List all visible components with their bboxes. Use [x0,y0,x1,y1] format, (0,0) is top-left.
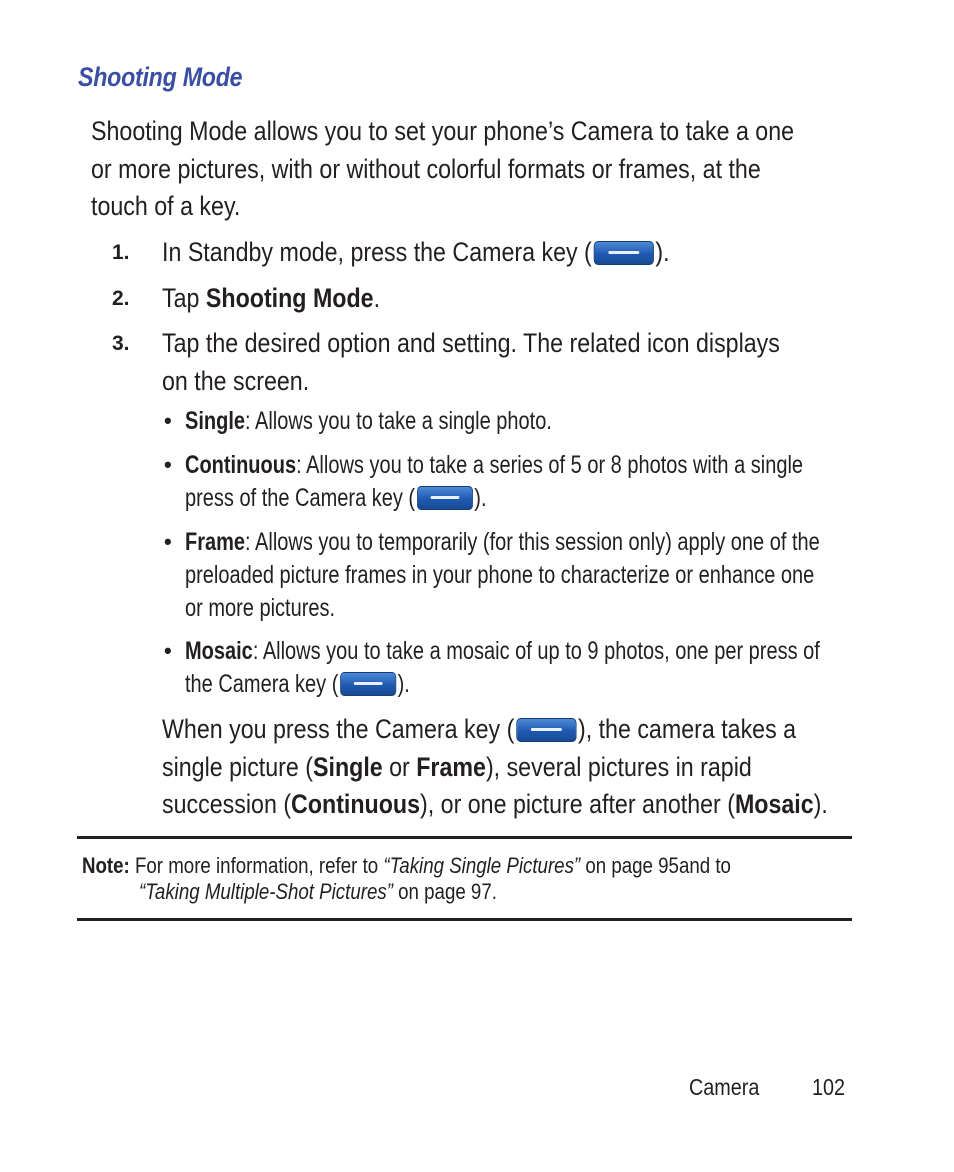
step-3-number: 3. [112,332,130,355]
summary-line-3: succession (Continuous), or one picture after another (Mosaic). [162,789,828,819]
step-1-number: 1. [112,241,130,264]
bullet-mosaic-line-2: the Camera key ( ). [185,670,410,698]
intro-line-3: touch of a key. [91,191,241,221]
section-heading-text: Shooting Mode [78,62,243,92]
bullet-single: Single: Allows you to take a single photo. [185,407,552,435]
intro-line-2: or more pictures, with or without colorful formats or frames, at the [91,154,761,184]
note-ref-single: “Taking Single Pictures” [383,853,581,878]
camera-key-icon [340,672,396,696]
step-1-text: In Standby mode, press the Camera key ( ). [162,237,670,267]
bullet-frame-line-1: Frame: Allows you to temporarily (for this session only) apply one of the [185,528,820,556]
summary-line-1: When you press the Camera key ( ), the camera takes a [162,714,797,744]
step-3-line-1: Tap the desired option and setting. The related icon displays [162,328,780,358]
bullet-dot: • [164,452,172,477]
bullet-continuous-line-2: press of the Camera key ( ). [185,484,487,512]
note-line-1: Note: For more information, refer to “Taking Single Pictures” on page 95and to [82,853,731,878]
bullet-dot: • [164,529,172,554]
note-line-2: “Taking Multiple-Shot Pictures” on page 97. [139,879,497,904]
note-bottom-rule [77,918,852,921]
bullet-frame-line-2: preloaded picture frames in your phone to characterize or enhance one [185,561,815,589]
page-number: 102 [812,1074,846,1100]
footer-section: Camera [689,1074,760,1100]
note-label: Note: [82,853,130,878]
summary-line-2: single picture (Single or Frame), several pictures in rapid [162,752,752,782]
camera-key-icon [516,718,576,742]
intro-line-1: Shooting Mode allows you to set your phone’s Camera to take a one [91,116,795,146]
bullet-dot: • [164,408,172,433]
bullet-mosaic-line-1: Mosaic: Allows you to take a mosaic of up to 9 photos, one per press of [185,637,820,665]
step-3-line-2: on the screen. [162,366,310,396]
bullet-frame-line-3: or more pictures. [185,594,336,622]
note-ref-multiple: “Taking Multiple-Shot Pictures” [139,879,393,904]
step-2-number: 2. [112,287,130,310]
camera-key-icon [594,241,654,265]
step-2-text: Tap Shooting Mode. [162,283,381,313]
note-top-rule [77,836,852,839]
section-heading [78,62,269,93]
shooting-mode-term: Shooting Mode [205,283,374,313]
bullet-continuous-line-1: Continuous: Allows you to take a series of 5 or 8 photos with a single [185,451,804,479]
camera-key-icon [417,486,473,510]
bullet-dot: • [164,638,172,663]
